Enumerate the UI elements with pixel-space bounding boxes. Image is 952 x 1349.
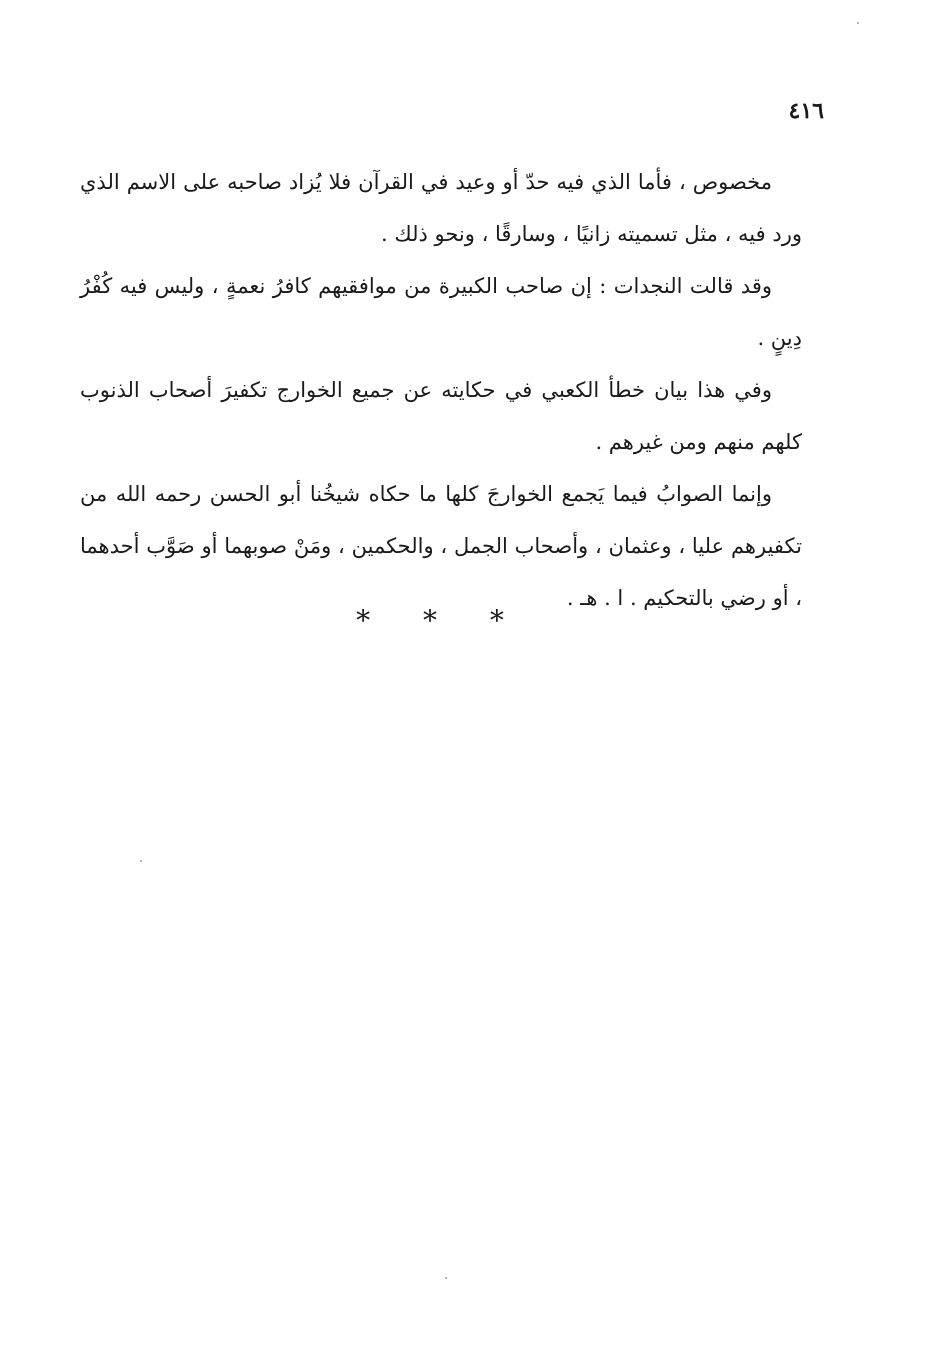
scan-speck: [140, 860, 142, 862]
paragraph-1: مخصوص ، فأما الذي فيه حدّ أو وعيد في القرآن فلا يُزاد صاحبه على الاسم الذي ورد فيه ، مثل تسميته زانيًا ، وسارقًا ، ونحو ذلك .: [80, 170, 802, 246]
paragraph-2: وقد قالت النجدات : إن صاحب الكبيرة من موافقيهم كافرُ نعمةٍ ، وليس فيه كُفْرُ دِينٍ .: [80, 274, 802, 350]
scan-speck: [445, 1277, 447, 1279]
paragraph-3: وفي هذا بيان خطأ الكعبي في حكايته عن جميع الخوارج تكفيرَ أصحاب الذنوب كلهم منهم ومن غيرهم .: [80, 378, 802, 454]
scan-speck: [857, 22, 859, 24]
section-separator: * * *: [356, 604, 526, 637]
body-text: [80, 156, 802, 624]
page-number: ٤١٦: [788, 98, 824, 124]
paragraph-4: وإنما الصوابُ فيما يَجمع الخوارجَ كلها ما حكاه شيخُنا أبو الحسن رحمه الله من تكفيرهم عليا ، وعثمان ، وأصحاب الجمل ، والحكمين ، ومَنْ صوبهما أو صَوَّب أحدهما ، أو رضي بالتحكيم . ا . هـ .: [80, 482, 802, 610]
